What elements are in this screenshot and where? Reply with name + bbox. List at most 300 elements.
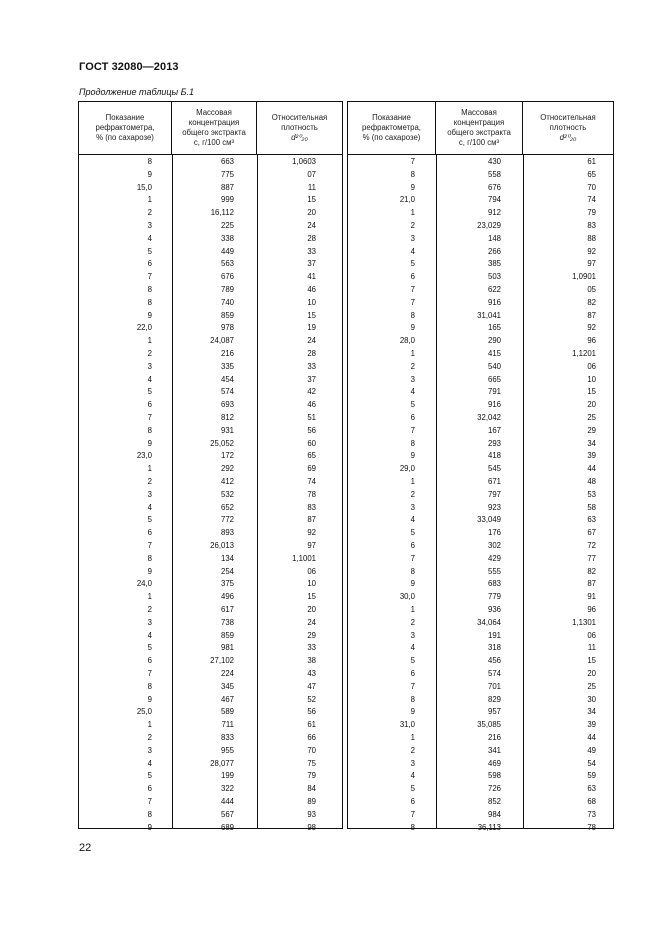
header-text: общего экстракта (447, 128, 511, 137)
cell-refractometer: 1 (147, 336, 152, 346)
cell-density: 92 (307, 528, 316, 538)
cell-concentration: 598 (487, 771, 501, 781)
table-row (348, 553, 613, 566)
table-row (348, 617, 613, 630)
table-row (348, 732, 613, 745)
table-row (79, 796, 342, 809)
cell-concentration: 887 (220, 182, 234, 192)
cell-density: 11 (587, 643, 596, 653)
cell-concentration: 738 (220, 617, 234, 627)
cell-density: 34 (587, 438, 596, 448)
table-row (79, 681, 342, 694)
cell-density: 37 (307, 374, 316, 384)
table-row (79, 425, 342, 438)
cell-density: 78 (307, 489, 316, 499)
cell-concentration: 225 (220, 221, 234, 230)
table-row (348, 425, 613, 438)
table-row (79, 489, 342, 502)
table-row (79, 630, 342, 643)
table-row (348, 758, 613, 771)
cell-refractometer: 3 (147, 221, 152, 230)
cell-concentration: 916 (487, 297, 501, 307)
cell-refractometer: 7 (410, 297, 415, 307)
cell-refractometer: 2 (410, 221, 415, 230)
table-row (348, 386, 613, 399)
cell-refractometer: 7 (410, 157, 415, 166)
table-right-half (347, 101, 614, 832)
cell-density: 10 (307, 579, 316, 589)
cell-density: 63 (587, 515, 596, 525)
cell-refractometer: 9 (147, 169, 152, 179)
cell-refractometer: 8 (147, 809, 152, 819)
cell-concentration: 740 (220, 297, 234, 307)
table-row (348, 476, 613, 489)
table-row (348, 489, 613, 502)
table-row (348, 540, 613, 553)
table-row (79, 706, 342, 719)
cell-refractometer: 9 (410, 451, 415, 461)
cell-density: 46 (307, 400, 316, 410)
cell-concentration: 671 (487, 477, 501, 486)
cell-concentration: 345 (220, 681, 234, 691)
cell-density: 41 (307, 272, 316, 282)
cell-density: 97 (307, 541, 316, 550)
cell-concentration: 23,029 (477, 221, 501, 230)
cell-refractometer: 15,0 (136, 182, 152, 192)
cell-refractometer: 8 (147, 157, 152, 166)
cell-concentration: 254 (220, 566, 234, 576)
cell-density: 51 (307, 413, 316, 422)
cell-density: 70 (587, 182, 596, 192)
cell-refractometer: 3 (147, 745, 152, 755)
cell-refractometer: 30,0 (399, 592, 415, 602)
table-row (348, 361, 613, 374)
header-density (523, 102, 613, 154)
header-text: Массовая (461, 108, 497, 117)
cell-density: 25 (587, 681, 596, 691)
table-row (348, 335, 613, 348)
cell-density: 29 (307, 630, 316, 640)
cell-refractometer: 5 (410, 784, 415, 794)
cell-refractometer: 6 (410, 669, 415, 678)
table-caption: Продолжение таблицы Б.1 (79, 87, 195, 97)
header-text: c, г/100 см³ (193, 138, 235, 147)
cell-refractometer: 1 (147, 464, 152, 474)
cell-density: 33 (307, 246, 316, 256)
cell-density: 74 (587, 195, 596, 205)
cell-concentration: 676 (220, 272, 234, 282)
cell-refractometer: 2 (147, 605, 152, 614)
cell-concentration: 999 (220, 195, 234, 205)
cell-refractometer: 1 (147, 592, 152, 602)
cell-concentration: 216 (220, 349, 234, 358)
cell-refractometer: 5 (147, 771, 152, 781)
cell-refractometer: 6 (410, 272, 415, 282)
table-row (79, 169, 342, 182)
table-row (79, 194, 342, 207)
table-row (348, 706, 613, 719)
table-row (348, 207, 613, 220)
table-row (348, 745, 613, 758)
table-row (79, 438, 342, 451)
cell-density: 65 (587, 169, 596, 179)
cell-density: 91 (587, 592, 596, 602)
cell-density: 52 (307, 694, 316, 704)
cell-concentration: 503 (487, 272, 501, 282)
cell-density: 61 (307, 720, 316, 730)
cell-density: 1,0901 (572, 272, 596, 282)
header-density (257, 102, 342, 154)
table-body-left (79, 154, 342, 832)
cell-density: 74 (307, 477, 316, 486)
header-text: c, г/100 см³ (458, 138, 500, 147)
cell-concentration: 415 (487, 349, 501, 358)
cell-density: 53 (587, 489, 596, 499)
cell-concentration: 931 (220, 425, 234, 435)
cell-concentration: 27,102 (210, 656, 234, 666)
cell-concentration: 456 (487, 656, 501, 666)
table-row (79, 617, 342, 630)
cell-concentration: 676 (487, 182, 501, 192)
cell-density: 89 (307, 797, 316, 806)
cell-refractometer: 3 (147, 361, 152, 371)
table-row (348, 310, 613, 323)
table-row (348, 348, 613, 361)
header-text: d²⁰₂₀ (559, 133, 577, 142)
header-text: плотность (549, 123, 587, 132)
cell-density: 48 (587, 477, 596, 486)
cell-refractometer: 25,0 (136, 707, 152, 717)
cell-density: 47 (307, 681, 316, 691)
cell-density: 44 (587, 464, 596, 474)
table-row (79, 463, 342, 476)
cell-density: 20 (307, 605, 316, 614)
table-row (348, 322, 613, 335)
cell-refractometer: 4 (147, 758, 152, 768)
cell-density: 83 (587, 221, 596, 230)
table-row (79, 297, 342, 310)
cell-concentration: 574 (487, 669, 501, 678)
table-row (348, 399, 613, 412)
cell-concentration: 412 (220, 477, 234, 486)
table-row (79, 809, 342, 822)
cell-density: 58 (587, 502, 596, 512)
cell-density: 15 (307, 592, 316, 602)
cell-refractometer: 3 (410, 630, 415, 640)
cell-density: 44 (587, 733, 596, 742)
cell-refractometer: 2 (410, 745, 415, 755)
cell-concentration: 833 (220, 733, 234, 742)
cell-refractometer: 2 (410, 489, 415, 499)
table-row (79, 476, 342, 489)
cell-refractometer: 6 (410, 797, 415, 806)
cell-concentration: 981 (220, 643, 234, 653)
table-row (79, 604, 342, 617)
cell-concentration: 292 (220, 464, 234, 474)
cell-refractometer: 4 (147, 233, 152, 243)
cell-concentration: 418 (487, 451, 501, 461)
cell-refractometer: 3 (147, 489, 152, 499)
cell-density: 1,1201 (572, 349, 596, 358)
cell-density: 33 (307, 643, 316, 653)
cell-concentration: 859 (220, 310, 234, 320)
cell-density: 38 (307, 656, 316, 666)
cell-concentration: 663 (220, 157, 234, 166)
table-row (79, 745, 342, 758)
cell-refractometer: 7 (147, 797, 152, 806)
cell-refractometer: 3 (410, 758, 415, 768)
cell-refractometer: 4 (147, 502, 152, 512)
cell-concentration: 167 (487, 425, 501, 435)
cell-refractometer: 7 (147, 272, 152, 282)
cell-density: 60 (307, 438, 316, 448)
table-row (79, 284, 342, 297)
table-row (348, 514, 613, 527)
cell-density: 1,1001 (292, 553, 316, 563)
cell-refractometer: 8 (147, 285, 152, 294)
cell-density: 77 (587, 553, 596, 563)
cell-concentration: 791 (487, 387, 501, 397)
cell-density: 24 (307, 617, 316, 627)
table-row (348, 156, 613, 169)
table-row (348, 642, 613, 655)
cell-concentration: 772 (220, 515, 234, 525)
cell-concentration: 589 (220, 707, 234, 717)
table-row (348, 220, 613, 233)
cell-concentration: 172 (220, 451, 234, 461)
cell-refractometer: 9 (410, 323, 415, 333)
table-row (79, 450, 342, 463)
table-row (79, 322, 342, 335)
table-row (79, 642, 342, 655)
cell-concentration: 916 (487, 400, 501, 410)
cell-density: 84 (307, 784, 316, 794)
cell-concentration: 469 (487, 758, 501, 768)
cell-concentration: 978 (220, 323, 234, 333)
cell-refractometer: 22,0 (136, 323, 152, 333)
cell-density: 46 (307, 285, 316, 294)
cell-density: 83 (307, 502, 316, 512)
table-row (79, 758, 342, 771)
cell-concentration: 341 (487, 745, 501, 755)
cell-refractometer: 9 (147, 566, 152, 576)
table-row (348, 719, 613, 732)
cell-concentration: 16,112 (210, 208, 234, 218)
table-row (79, 822, 342, 835)
header-text: % (по сахарозе) (96, 133, 154, 142)
table-row (348, 796, 613, 809)
cell-refractometer: 4 (410, 387, 415, 397)
cell-concentration: 176 (487, 528, 501, 538)
cell-density: 97 (587, 259, 596, 269)
cell-refractometer: 31,0 (399, 720, 415, 730)
cell-density: 33 (307, 361, 316, 371)
table-row (79, 233, 342, 246)
cell-concentration: 665 (487, 374, 501, 384)
cell-density: 63 (587, 784, 596, 794)
table-row (79, 258, 342, 271)
cell-refractometer: 3 (410, 233, 415, 243)
table-row (348, 591, 613, 604)
cell-concentration: 335 (220, 361, 234, 371)
cell-refractometer: 4 (410, 643, 415, 653)
cell-concentration: 290 (487, 336, 501, 346)
cell-concentration: 191 (487, 630, 501, 640)
table-row (348, 770, 613, 783)
cell-refractometer: 8 (147, 425, 152, 435)
cell-concentration: 617 (220, 605, 234, 614)
cell-concentration: 302 (487, 541, 501, 550)
cell-refractometer: 5 (147, 387, 152, 397)
table-row (79, 770, 342, 783)
table-row (348, 182, 613, 195)
cell-concentration: 726 (487, 784, 501, 794)
cell-density: 06 (587, 630, 596, 640)
cell-density: 24 (307, 221, 316, 230)
cell-refractometer: 6 (147, 784, 152, 794)
cell-concentration: 199 (220, 771, 234, 781)
table-row (79, 310, 342, 323)
table-row (79, 361, 342, 374)
cell-refractometer: 5 (147, 246, 152, 256)
cell-concentration: 467 (220, 694, 234, 704)
cell-concentration: 558 (487, 169, 501, 179)
cell-concentration: 701 (487, 681, 501, 691)
cell-concentration: 789 (220, 285, 234, 294)
cell-concentration: 148 (487, 233, 501, 243)
table-row (348, 297, 613, 310)
cell-refractometer: 1 (147, 720, 152, 730)
cell-density: 24 (307, 336, 316, 346)
header-text: концентрация (188, 118, 240, 127)
cell-concentration: 652 (220, 502, 234, 512)
cell-concentration: 338 (220, 233, 234, 243)
table-row (348, 450, 613, 463)
cell-concentration: 385 (487, 259, 501, 269)
cell-density: 49 (587, 745, 596, 755)
cell-density: 79 (587, 208, 596, 218)
cell-concentration: 683 (487, 579, 501, 589)
cell-density: 82 (587, 297, 596, 307)
cell-density: 10 (587, 374, 596, 384)
cell-density: 34 (587, 707, 596, 717)
cell-concentration: 31,041 (477, 310, 501, 320)
cell-refractometer: 5 (147, 643, 152, 653)
cell-density: 11 (307, 182, 316, 192)
table-row (79, 156, 342, 169)
cell-density: 39 (587, 451, 596, 461)
cell-concentration: 622 (487, 285, 501, 294)
cell-refractometer: 9 (147, 822, 152, 832)
table-row (348, 169, 613, 182)
cell-refractometer: 6 (147, 656, 152, 666)
cell-concentration: 216 (487, 733, 501, 742)
cell-density: 39 (587, 720, 596, 730)
cell-concentration: 545 (487, 464, 501, 474)
cell-refractometer: 6 (147, 528, 152, 538)
table-row (79, 271, 342, 284)
cell-concentration: 444 (220, 797, 234, 806)
cell-concentration: 318 (487, 643, 501, 653)
table-row (79, 502, 342, 515)
header-text: % (по сахарозе) (362, 133, 421, 142)
cell-refractometer: 3 (410, 374, 415, 384)
cell-refractometer: 5 (410, 259, 415, 269)
cell-refractometer: 2 (147, 349, 152, 358)
cell-refractometer: 7 (147, 669, 152, 678)
cell-concentration: 563 (220, 259, 234, 269)
header-text: d²⁰₂₀ (291, 133, 308, 142)
header-text: концентрация (453, 118, 505, 127)
header-text: рефрактометра, (362, 123, 421, 132)
cell-refractometer: 2 (147, 477, 152, 486)
header-text: плотность (281, 123, 318, 132)
table-row (79, 399, 342, 412)
page-number: 22 (79, 842, 92, 854)
cell-density: 59 (587, 771, 596, 781)
table-row (79, 783, 342, 796)
cell-concentration: 532 (220, 489, 234, 499)
cell-concentration: 775 (220, 169, 234, 179)
cell-refractometer: 8 (147, 297, 152, 307)
header-text: Массовая (196, 108, 232, 117)
table-row (348, 668, 613, 681)
cell-concentration: 957 (487, 707, 501, 717)
cell-density: 06 (587, 361, 596, 371)
cell-concentration: 449 (220, 246, 234, 256)
density-table (78, 101, 614, 832)
table-row (79, 655, 342, 668)
cell-density: 15 (587, 387, 596, 397)
cell-refractometer: 6 (147, 400, 152, 410)
cell-density: 07 (307, 169, 316, 179)
table-header-right (348, 102, 613, 155)
cell-concentration: 555 (487, 566, 501, 576)
cell-density: 06 (307, 566, 316, 576)
cell-concentration: 454 (220, 374, 234, 384)
cell-concentration: 266 (487, 246, 501, 256)
table-row (348, 783, 613, 796)
cell-density: 20 (587, 400, 596, 410)
header-text: рефрактометра, (95, 123, 155, 132)
cell-refractometer: 9 (410, 707, 415, 717)
cell-density: 65 (307, 451, 316, 461)
cell-concentration: 955 (220, 745, 234, 755)
cell-density: 15 (307, 195, 316, 205)
table-row (79, 335, 342, 348)
cell-concentration: 893 (220, 528, 234, 538)
table-row (348, 502, 613, 515)
cell-refractometer: 4 (410, 246, 415, 256)
cell-density: 92 (587, 323, 596, 333)
table-row (348, 438, 613, 451)
table-row (348, 258, 613, 271)
cell-density: 1,0603 (292, 157, 316, 166)
header-text: Относительная (271, 113, 328, 122)
cell-refractometer: 1 (410, 349, 415, 358)
table-row (79, 374, 342, 387)
cell-density: 28 (307, 233, 316, 243)
cell-density: 72 (587, 541, 596, 550)
cell-refractometer: 1 (410, 605, 415, 614)
cell-density: 19 (307, 323, 316, 333)
cell-density: 73 (587, 809, 596, 819)
cell-concentration: 24,087 (210, 336, 234, 346)
cell-concentration: 794 (487, 195, 501, 205)
table-left-half (78, 101, 343, 832)
cell-concentration: 35,085 (477, 720, 501, 730)
cell-density: 68 (587, 797, 596, 806)
